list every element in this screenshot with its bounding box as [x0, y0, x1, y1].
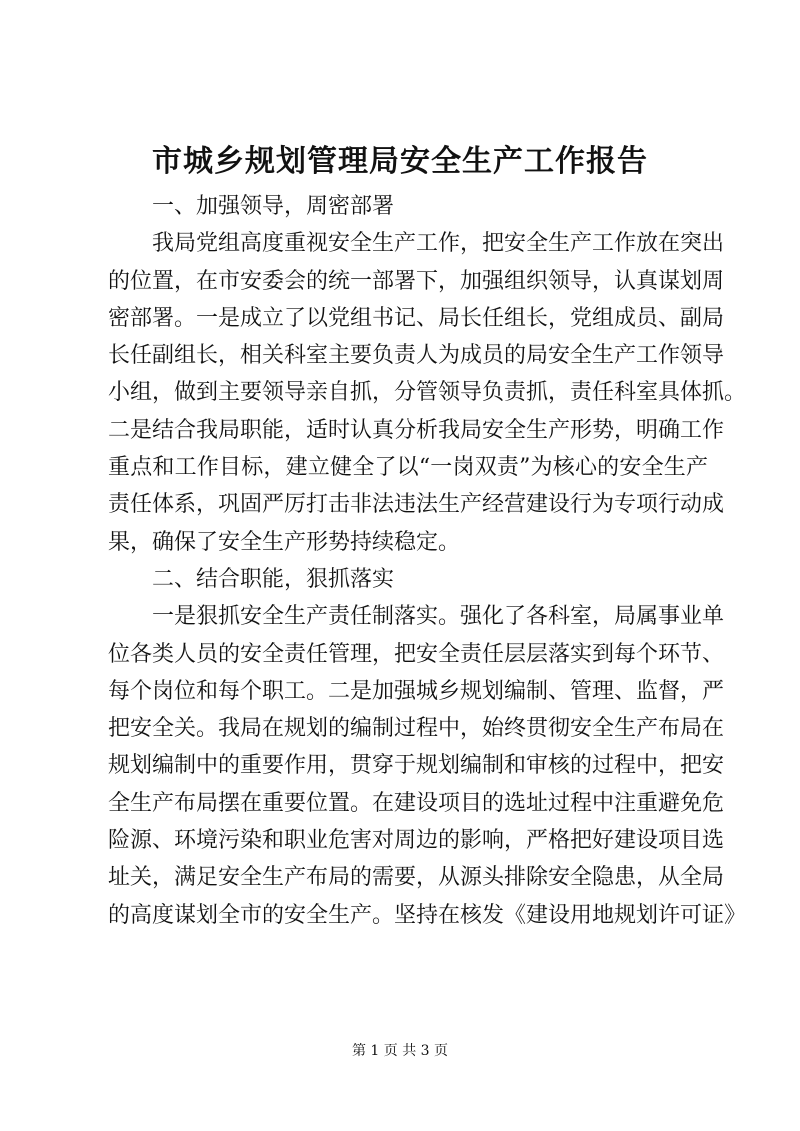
section-heading: 二、结合职能，狠抓落实: [152, 566, 395, 592]
paragraph-line: 全生产布局摆在重要位置。在建设项目的选址过程中注重避免危: [108, 790, 725, 816]
paragraph-line: 密部署。一是成立了以党组书记、局长任组长，党组成员、副局: [108, 305, 725, 331]
paragraph-line: 重点和工作目标，建立健全了以“一岗双责”为核心的安全生产: [108, 455, 708, 481]
paragraph-line: 位各类人员的安全责任管理，把安全责任层层落实到每个环节、: [108, 641, 725, 667]
paragraph-line: 长任副组长，相关科室主要负责人为成员的局安全生产工作领导: [108, 343, 725, 369]
paragraph-line: 规划编制中的重要作用，贯穿于规划编制和审核的过程中，把安: [108, 753, 725, 779]
paragraph-line: 责任体系，巩固严厉打击非法违法生产经营建设行为专项行动成: [108, 492, 725, 518]
paragraph-line: 险源、环境污染和职业危害对周边的影响，严格把好建设项目选: [108, 828, 725, 854]
paragraph-line: 二是结合我局职能，适时认真分析我局安全生产形势，明确工作: [108, 417, 725, 443]
paragraph-line: 的高度谋划全市的安全生产。坚持在核发《建设用地规划许可证》: [108, 902, 747, 928]
paragraph-line: 每个岗位和每个职工。二是加强城乡规划编制、管理、监督，严: [108, 678, 725, 704]
paragraph-line: 的位置，在市安委会的统一部署下，加强组织领导，认真谋划周: [108, 268, 725, 294]
paragraph-line: 我局党组高度重视安全生产工作，把安全生产工作放在突出: [152, 231, 725, 257]
paragraph-line: 小组，做到主要领导亲自抓，分管领导负责抓，责任科室具体抓。: [108, 380, 747, 406]
document-body: [108, 188, 747, 934]
paragraph-line: 址关，满足安全生产布局的需要，从源头排除安全隐患，从全局: [108, 865, 725, 891]
document-title: 市城乡规划管理局安全生产工作报告: [152, 144, 648, 179]
paragraph-line: 一是狠抓安全生产责任制落实。强化了各科室，局属事业单: [152, 604, 725, 630]
page-footer: 第 1 页 共 3 页: [351, 1043, 449, 1059]
section-heading: 一、加强领导，周密部署: [152, 194, 395, 219]
paragraph-line: 把安全关。我局在规划的编制过程中，始终贯彻安全生产布局在: [108, 716, 725, 742]
paragraph-line: 果，确保了安全生产形势持续稳定。: [108, 529, 461, 555]
